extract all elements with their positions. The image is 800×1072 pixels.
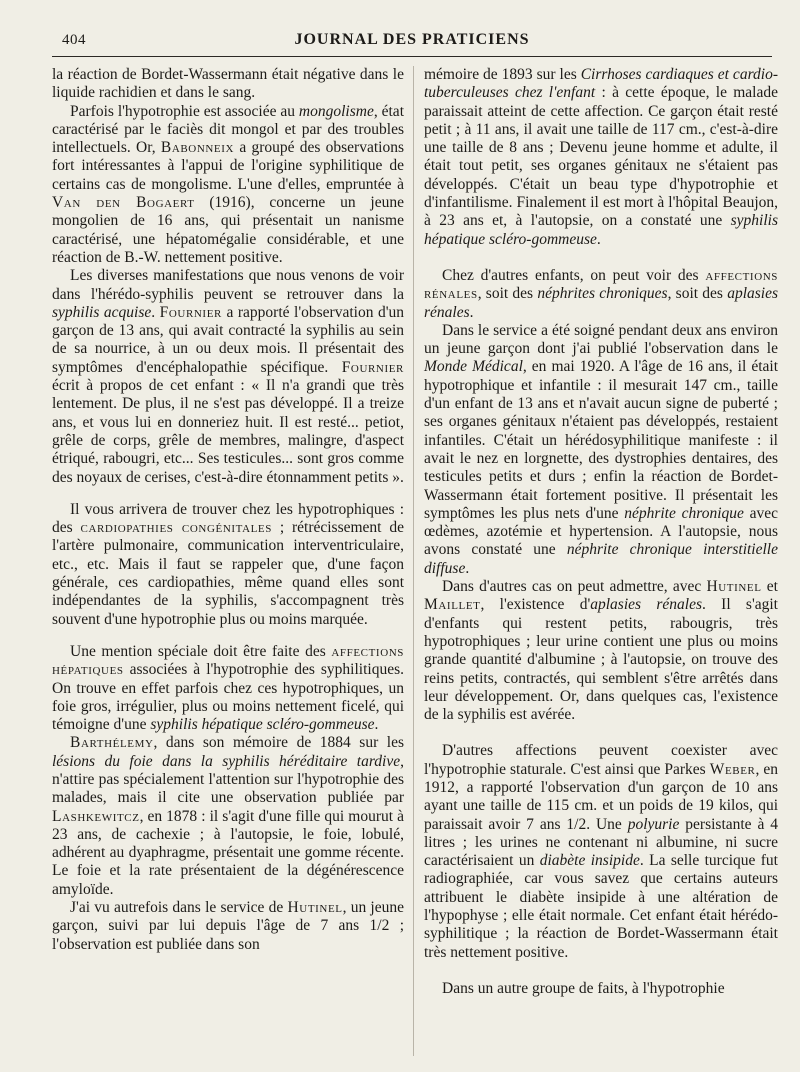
text-run: , en mai 1920. A l'âge de 16 ans, il était hypotrophique et infantile : il mesurait 147 cm., taille d'un enfant de 13 ans et n'avait aucun signe de puberté ; ses organes génitaux n'étaient pas développés, restaient infantiles. C'était un hérédosyphilitique manifeste : il avait le nez en lorgnette, des dystrophies dentaires, des testicules petits et durs ; enfin la réaction de Bordet-Wassermann était fortement positive. Il présentait les symptômes les plus nets d'une: [424, 358, 779, 522]
text-run: Dans le service a été soigné pendant deux ans environ un jeune garçon dont j'ai publié l'observation dans le: [424, 321, 778, 358]
italic-term: diabète insipide: [539, 852, 640, 870]
text-run: a groupé des observations fort intéressantes à l'appui de l'origine syphilitique de certains cas de mongolisme. L'une d'elles, empruntée à: [52, 139, 404, 193]
italic-term: syphilis hépatique scléro-gommeuse: [424, 212, 778, 248]
text-run: .: [596, 230, 601, 248]
text-run: écrit à propos de cet enfant : « Il n'a grandi que très lentement. De plus, il ne s'est pas développé. Il a treize ans, et vous lui en donneriez huit. Il est resté... petiot, grêle de corps, grêle de membres, malingre, d'aspect étriqué, rabougri, etc... Ses testicules... sont gros comme des noyaux de cerises, c'est-à-dire étonnamment petits ».: [52, 377, 404, 486]
text-run: , en 1878 : il s'agit d'une fille qui mourut à 23 ans, de cachexie ; à l'autopsie, le foie, lobulé, adhérent au dyaphragme, présentait une gomme récente. Le foie et la rate présentaient de la dégénérescence amyloïde.: [52, 807, 404, 898]
column-divider: [413, 66, 414, 1056]
text-run: ; rétrécissement de l'artère pulmonaire, communication interventriculaire, etc., etc. Mais il faut se rappeler que, d'une façon générale, ces cardiopathies, même quand elles sont indépendantes de la syphilis, s'accompagnent très souvent d'une hypotrophie plus ou moins marquée.: [52, 519, 404, 628]
section-term: cardiopathies congénitales: [80, 519, 272, 537]
text-run: persistante à 4 litres ; les urines ne contenant ni albumine, ni sucre caractérisaient un: [424, 815, 778, 870]
text-run: Une mention spéciale doit être faite des: [70, 642, 332, 660]
paragraph: la réaction de Bordet-Wassermann était négative dans le liquide rachidien et dans le sang.: [52, 66, 404, 102]
author-name: Hutinel: [706, 578, 762, 596]
text-run: . Il s'agit d'enfants qui restent petits, rabougris, très hypotrophiques ; leur urine contient une plus ou moins grande quantité d'albumine ; à l'autopsie, on trouve des reins petits, contractés, qui semblent s'être arrêtés dans leur développement. Or, dans quelques cas, l'existence de la syphilis est avérée.: [424, 596, 778, 724]
text-run: , état caractérisé par le faciès dit mongol et par des troubles intellectuels. Or,: [52, 102, 404, 157]
author-name: Babonneix: [160, 139, 235, 157]
text-run: .: [374, 716, 379, 734]
text-run: Les diverses manifestations que nous venons de voir dans l'hérédo-syphilis peuvent se retrouver dans la: [52, 267, 404, 303]
paragraph: [52, 899, 404, 954]
text-run: mémoire de 1893 sur les: [424, 66, 581, 83]
text-run: et: [761, 578, 778, 596]
text-run: avec œdèmes, azotémie et hypertension. A l'autopsie, nous avons constaté une: [424, 504, 779, 559]
text-run: .: [465, 559, 470, 577]
journal-title: JOURNAL DES PRATICIENS: [294, 31, 530, 48]
text-run: associées à l'hypotrophie des syphilitiques. On trouve en effet parfois chez ces hypotrophiques, un foie gros, irrégulier, plus ou moins nettement ficelé, qui témoigne d'une: [52, 661, 404, 734]
text-run: a rapporté l'observation d'un garçon de 13 ans, qui avait contracté la syphilis au sein de sa nourrice, à un ou deux mois. Il présentait des symptômes d'encéphalopathie spécifique.: [52, 303, 405, 376]
page-header: [52, 28, 772, 57]
paragraph: [52, 734, 404, 899]
paragraph: [424, 742, 778, 962]
text-run: (1916), concerne un jeune mongolien de 16 ans, qui présentait un nanisme caractérisé, une hépatomégalie considérable, et une réaction de B.-W. nettement positive.: [52, 194, 404, 266]
section-term: affections rénales: [424, 266, 778, 303]
text-run: : à cette époque, le malade paraissait atteint de cette affection. Ce garçon était resté petit ; à 11 ans, il avait une taille de 117 cm., c'est-à-dire une taille de 8 ans ; Devenu jeune homme et adulte, il était tout petit, ses organes génitaux ne s'étaient pas développés. C'était un beau type d'hypotrophie et d'infantilisme. Finalement il est mort à l'hôpital Beaujon, à 23 ans et, à l'autopsie, on a constaté une: [424, 84, 778, 230]
paragraph: Dans un autre groupe de faits, à l'hypotrophie: [442, 979, 725, 997]
paragraph: [52, 643, 404, 734]
italic-term: néphrite chronique: [624, 504, 744, 522]
left-column: [52, 66, 404, 954]
text-run: .: [469, 303, 474, 321]
text-run: Il vous arrivera de trouver chez les hypotrophiques : des: [52, 500, 404, 537]
text-run: Parfois l'hypotrophie est associée au: [70, 102, 299, 120]
italic-term: Monde Médical: [424, 358, 523, 376]
italic-term: Cirrhoses cardiaques et cardio-tuberculeuses chez l'enfant: [424, 66, 778, 102]
text-run: , soit des: [477, 285, 538, 303]
italic-term: mongolisme: [298, 102, 374, 120]
italic-term: aplasies rénales: [590, 596, 702, 614]
author-name: Hutinel: [287, 899, 343, 917]
paragraph: [52, 267, 404, 487]
text-run: . La selle turcique fut radiographiée, car vous savez que certains auteurs attribuent le diabète insipide à une altération de l'hypophyse ; elle était normale. Cet enfant était hérédo-syphilitique ; la réaction de Bordet-Wassermann était très nettement positive.: [424, 852, 778, 961]
text-run: D'autres affections peuvent coexister avec l'hypotrophie staturale. C'est ainsi que Parkes: [424, 742, 778, 778]
text-run: , l'existence d': [480, 596, 591, 614]
author-name: Fournier: [341, 358, 404, 376]
section-term: affections hépatiques: [52, 642, 404, 679]
paragraph: [424, 66, 778, 249]
author-name: Lashkewitcz: [52, 807, 140, 825]
author-name: Weber: [709, 760, 756, 778]
italic-term: syphilis acquise: [52, 303, 152, 321]
text-run: Dans d'autres cas on peut admettre, avec: [442, 578, 707, 596]
paragraph: [424, 267, 778, 322]
italic-term: aplasies rénales: [424, 285, 778, 321]
author-name: Barthélemy: [70, 734, 154, 752]
author-name: Van den Bogaert: [52, 194, 195, 212]
text-run: Chez d'autres enfants, on peut voir des: [442, 266, 706, 284]
page-number: 404: [62, 32, 86, 48]
italic-term: polyurie: [627, 815, 680, 833]
italic-term: syphilis hépatique scléro-gommeuse: [150, 716, 375, 734]
text-run: J'ai vu autrefois dans le service de: [70, 899, 288, 917]
paragraph: [52, 103, 404, 268]
text-run: , un jeune garçon, suivi par lui depuis l'âge de 7 ans 1/2 ; l'observation est publiée dans son: [52, 899, 404, 953]
paragraph: [424, 322, 778, 578]
text-run: .: [151, 303, 160, 321]
text-run: , soit des: [667, 285, 728, 303]
text-run: , en 1912, a rapporté l'observation d'un garçon de 10 ans ayant une taille de 115 cm. et un poids de 19 kilos, qui paraissait avoir 7 ans 1/2. Une: [424, 760, 778, 833]
author-name: Maillet: [424, 596, 481, 614]
paragraph: [424, 578, 778, 724]
text-run: , n'attire pas spécialement l'attention sur l'hypotrophie des malades, mais il cite une observation publiée par: [52, 752, 404, 807]
author-name: Fournier: [159, 303, 222, 321]
right-column: [424, 66, 778, 998]
italic-term: lésions du foie dans la syphilis héréditaire tardive: [52, 752, 401, 770]
italic-term: néphrite chronique interstitielle diffuse: [424, 541, 778, 577]
italic-term: néphrites chroniques: [537, 285, 668, 303]
paragraph: [52, 501, 404, 629]
text-run: , dans son mémoire de 1884 sur les: [153, 734, 404, 752]
